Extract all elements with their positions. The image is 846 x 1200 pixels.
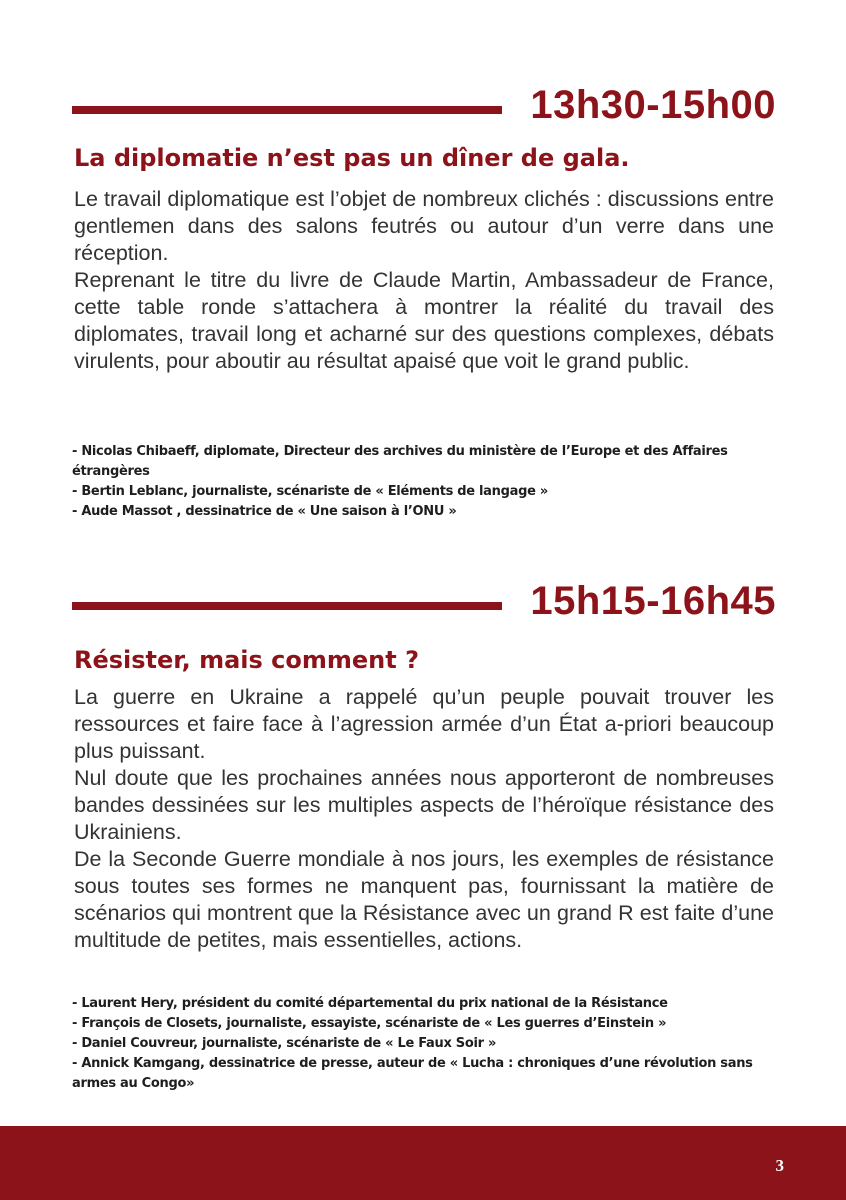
session-1-time-row xyxy=(72,80,776,130)
session-2-paragraph: La guerre en Ukraine a rappelé qu’un peuple pouvait trouver les ressources et faire face à l’agression armée d’un État a-priori beaucoup plus puissant. xyxy=(74,685,774,763)
speaker-item: - Aude Massot , dessinatrice de « Une saison à l’ONU » xyxy=(72,504,457,519)
speaker-item: - François de Closets, journaliste, essayiste, scénariste de « Les guerres d’Einstein » xyxy=(72,1016,667,1031)
speaker-item: - Daniel Couvreur, journaliste, scénariste de « Le Faux Soir » xyxy=(72,1036,497,1051)
speaker-item: - Nicolas Chibaeff, diplomate, Directeur des archives du ministère de l’Europe et des Affaires étrangères xyxy=(72,444,728,479)
session-2-time-row xyxy=(72,576,776,626)
speaker-item: - Laurent Hery, président du comité départemental du prix national de la Résistance xyxy=(72,996,668,1011)
session-1-time: 13h30-15h00 xyxy=(530,83,776,127)
speaker-item: - Bertin Leblanc, journaliste, scénariste de « Eléments de langage » xyxy=(72,484,548,499)
speaker-item: - Annick Kamgang, dessinatrice de presse, auteur de « Lucha : chroniques d’une révolution sans armes au Congo» xyxy=(72,1056,753,1091)
session-2-speakers xyxy=(72,994,778,1094)
session-2-paragraph: De la Seconde Guerre mondiale à nos jours, les exemples de résistance sous toutes ses formes ne manquent pas, fournissant la matière de scénarios qui montrent que la Résistance avec un grand R est faite d’une multitude de petites, mais essentielles, actions. xyxy=(74,847,774,952)
session-2-title: Résister, mais comment ? xyxy=(74,646,419,674)
session-2-description xyxy=(74,684,774,954)
session-1 xyxy=(72,80,776,519)
session-1-paragraph: Reprenant le titre du livre de Claude Martin, Ambassadeur de France, cette table ronde s’attachera à montrer la réalité du travail des diplomates, travail long et acharné sur des questions complexes, débats virulents, pour aboutir au résultat apaisé que voit le grand public. xyxy=(74,268,774,373)
page-footer xyxy=(0,1126,846,1200)
session-2-paragraph: Nul doute que les prochaines années nous apporteront de nombreuses bandes dessinées sur les multiples aspects de l’héroïque résistance des Ukrainiens. xyxy=(74,766,774,844)
session-1-speakers xyxy=(72,442,778,522)
page-number: 3 xyxy=(775,1156,784,1175)
session-2-time: 15h15-16h45 xyxy=(530,579,776,623)
session-1-title: La diplomatie n’est pas un dîner de gala. xyxy=(74,144,630,172)
session-2 xyxy=(72,576,776,1091)
session-1-divider xyxy=(72,106,502,114)
session-2-divider xyxy=(72,602,502,610)
session-1-paragraph: Le travail diplomatique est l’objet de nombreux clichés : discussions entre gentlemen dans des salons feutrés ou autour d’un verre dans une réception. xyxy=(74,187,774,265)
session-1-description xyxy=(74,186,774,375)
